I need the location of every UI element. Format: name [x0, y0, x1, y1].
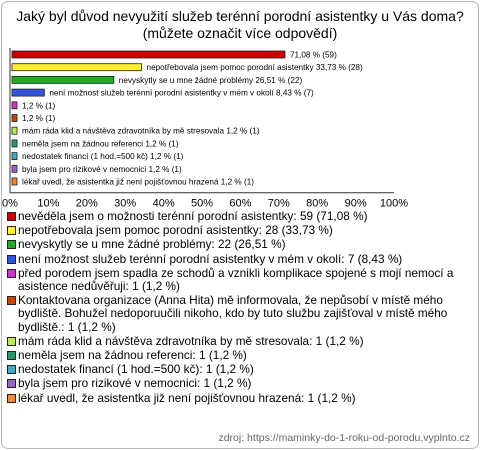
legend-swatch [7, 351, 16, 360]
legend-item [7, 238, 473, 251]
x-tick-label: 40% [152, 197, 175, 207]
bar-2 [12, 64, 142, 71]
bar-label-3: nevyskytly se u mne žádné problémy 26,51 % (22) [118, 75, 303, 85]
legend-label: mám ráda klid a návštěva zdravotníka by mě stresovala: 1 (1,2 %) [18, 333, 364, 348]
legend-item [7, 363, 473, 376]
bar-3 [12, 76, 114, 83]
legend-label: před porodem jsem spadla ze schodů a vznikli komplikace spojené s mojí nemocí a asistence nedůvěřuji: 1 (1,2 %) [18, 265, 454, 294]
legend-item [7, 210, 473, 223]
bar-10 [12, 165, 17, 172]
bar-label-1: 71,08 % (59) [289, 50, 337, 60]
bar-label-8: neměla jsem na žádnou referenci 1,2 % (1) [22, 139, 179, 149]
legend-swatch [7, 269, 16, 278]
bar-8 [12, 140, 17, 147]
legend-label: Kontaktovana organizace (Anna Hita) mě informovala, že nepůsobí v místě mého bydliště. Bohužel nedoporuučili nikoho, kdo by tuto službu zajišťoval v místě mého bydliště.: 1 (1,2 %) [18, 293, 448, 334]
bar-1 [12, 51, 285, 58]
bar-9 [12, 153, 17, 160]
bar-label-6: 1,2 % (1) [22, 114, 56, 123]
x-tick-label: 60% [229, 197, 252, 207]
legend-item [7, 392, 473, 405]
legend-item [7, 294, 473, 334]
legend-item [7, 224, 473, 237]
x-tick-label: 50% [190, 197, 214, 207]
x-tick-label: 20% [75, 197, 98, 207]
legend-item [7, 335, 473, 348]
bars-layer [12, 51, 363, 187]
legend-label: nedostatek financí (1 hod.=500 kč): 1 (1,2 %) [18, 362, 254, 377]
legend-swatch [7, 255, 16, 264]
bar-label-10: byla jsem pro rizikové v nemocnici 1,2 % (1) [22, 164, 182, 174]
x-tick-label: 80% [306, 197, 329, 207]
legend-swatch [7, 212, 16, 221]
x-tick-label: 30% [114, 197, 137, 207]
x-tick-label: 90% [344, 197, 367, 207]
bar-label-11: lékař uvedl, že asistentka již není pojišťovnou hrazená 1,2 % (1) [22, 177, 254, 187]
bar-5 [12, 102, 17, 109]
legend-swatch [7, 394, 16, 403]
bar-label-7: mám ráda klid a návštěva zdravotníka by mě stresovala 1,2 % (1) [22, 126, 260, 136]
bar-6 [12, 115, 17, 122]
legend-swatch [7, 226, 16, 235]
legend-swatch [7, 337, 16, 346]
bar-4 [12, 89, 44, 96]
legend [7, 210, 473, 406]
legend-item [7, 349, 473, 362]
legend-swatch [7, 379, 16, 388]
chart-frame [1, 1, 479, 449]
legend-swatch [7, 365, 16, 374]
bar-label-5: 1,2 % (1) [22, 101, 56, 111]
legend-swatch [7, 296, 16, 305]
legend-label: nevěděla jsem o možnosti terénní porodní asistentky: 59 (71,08 %) [18, 209, 368, 223]
bar-label-9: nedostatek financí (1 hod.=500 kč) 1,2 % (1) [22, 152, 184, 162]
x-tick-label: 10% [37, 197, 60, 207]
bar-label-4: není možnost služeb terénní porodní asistentky v mém v okolí 8,43 % (7) [49, 88, 314, 98]
legend-item [7, 253, 473, 266]
bar-plot [2, 2, 478, 207]
legend-label: nepotřebovala jsem pomoc porodní asistentky: 28 (33,73 %) [18, 223, 333, 238]
bar-label-2: nepotřebovala jsem pomoc porodní asistentky 33,73 % (28) [146, 63, 363, 73]
legend-label: neměla jsem na žádnou referenci: 1 (1,2 %) [18, 348, 247, 363]
legend-swatch [7, 240, 16, 249]
legend-label: lékař uvedl, že asistentka již není pojišťovnou hrazená: 1 (1,2 %) [18, 390, 356, 405]
legend-item [7, 377, 473, 390]
bar-7 [12, 127, 17, 134]
legend-label: byla jsem pro rizikové v nemocnici: 1 (1,2 %) [18, 376, 252, 391]
legend-label: není možnost služeb terénní porodní asistentky v mém v okolí: 7 (8,43 %) [18, 251, 403, 266]
x-tick-label: 100% [379, 197, 409, 207]
chart-title: Jaký byl důvod nevyužití služeb terénní porodní asistentky u Vás doma? (můžete označit více odpovědí) [16, 8, 464, 41]
legend-label: nevyskytly se u mne žádné problémy: 22 (26,51 %) [18, 237, 286, 252]
source-note: zdroj: https://maminky-do-1-roku-od-porodu.vyplnto.cz [218, 432, 470, 444]
legend-item [7, 267, 473, 293]
bar-11 [12, 178, 17, 185]
x-tick-label: 0% [2, 197, 18, 207]
x-tick-label: 70% [267, 197, 290, 207]
